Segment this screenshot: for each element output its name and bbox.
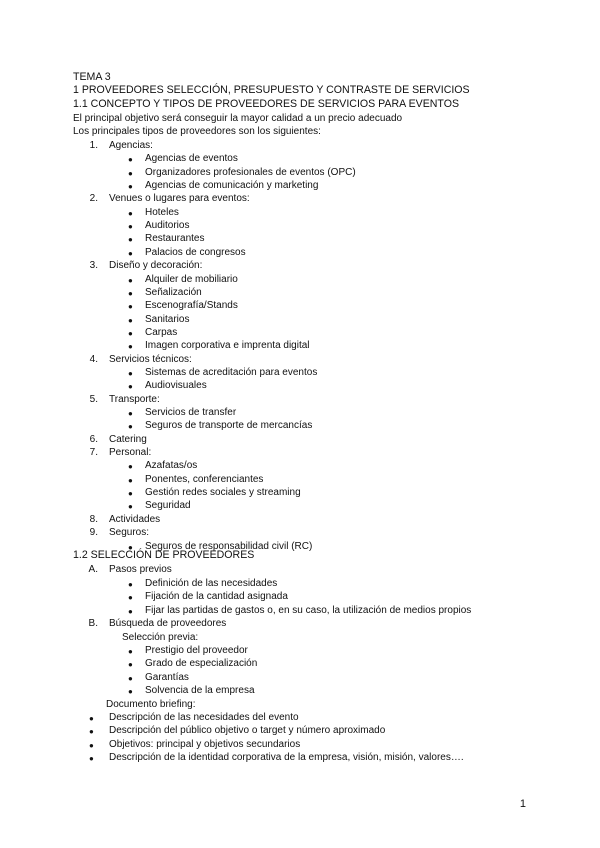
section-b-label: Búsqueda de proveedores xyxy=(109,618,227,629)
bullet-icon: ● xyxy=(128,315,133,325)
list-item: Prestigio del proveedor xyxy=(145,645,248,656)
list-number: 8. xyxy=(89,513,98,525)
section-b-subheading: Selección previa: xyxy=(122,632,199,643)
bullet-icon: ● xyxy=(128,222,133,232)
bullet-icon: ● xyxy=(128,687,133,697)
list-item: Agencias de comunicación y marketing xyxy=(145,180,319,192)
bullet-icon: ● xyxy=(89,714,94,723)
bullet-icon: ● xyxy=(128,422,133,432)
bullet-icon: ● xyxy=(128,235,133,245)
list-number: 5. xyxy=(89,393,98,405)
page-number: 1 xyxy=(519,798,526,810)
list-item: Escenografía/Stands xyxy=(145,300,238,312)
list-item: Descripción de la identidad corporativa de la empresa, visión, misión, valores…. xyxy=(109,752,464,764)
list-item: Solvencia de la empresa xyxy=(145,685,255,697)
list-item-label: Transporte: xyxy=(109,393,160,405)
bullet-icon: ● xyxy=(89,727,94,737)
list-item: Descripción de las necesidades del evento xyxy=(109,712,299,723)
list-item-label: Catering xyxy=(109,433,147,445)
list-item-label: Venues o lugares para eventos: xyxy=(109,193,250,205)
list-item: Descripción del público objetivo o target y número aproximado xyxy=(109,725,386,737)
list-item: Hoteles xyxy=(145,206,179,218)
bullet-icon: ● xyxy=(128,673,133,683)
bullet-icon: ● xyxy=(128,502,133,512)
list-item: Sistemas de acreditación para eventos xyxy=(145,366,318,378)
bullet-icon: ● xyxy=(128,606,133,616)
bullet-icon: ● xyxy=(128,593,133,603)
list-item-label: Personal: xyxy=(109,447,152,459)
list-item: Azafatas/os xyxy=(145,460,198,472)
list-item: Restaurantes xyxy=(145,233,205,245)
bullet-icon: ● xyxy=(128,580,133,589)
bullet-icon: ● xyxy=(128,208,133,218)
list-number: 2. xyxy=(89,193,98,205)
list-item: Seguros de transporte de mercancías xyxy=(145,420,313,432)
list-item: Agencias de eventos xyxy=(145,153,238,165)
list-item: Audiovisuales xyxy=(145,380,207,392)
list-item: Gestión redes sociales y streaming xyxy=(145,487,301,499)
list-item: Definición de las necesidades xyxy=(145,578,278,589)
bullet-icon: ● xyxy=(128,248,133,258)
list-number: 9. xyxy=(89,527,98,539)
bullet-icon: ● xyxy=(128,489,133,499)
section-a-label: Pasos previos xyxy=(109,564,172,575)
list-item: Auditorios xyxy=(145,220,190,232)
bullet-icon: ● xyxy=(128,660,133,670)
list-item: Grado de especialización xyxy=(145,658,258,670)
bullet-icon: ● xyxy=(128,302,133,312)
list-item-label: Diseño y decoración: xyxy=(109,260,203,272)
bullet-icon: ● xyxy=(128,182,133,192)
list-number: 3. xyxy=(89,260,98,272)
intro-types: Los principales tipos de proveedores son los siguientes: xyxy=(73,126,321,137)
list-item: Seguros de responsabilidad civil (RC) xyxy=(145,540,313,552)
list-item-label: Seguros: xyxy=(109,527,150,539)
list-item-label: Agencias: xyxy=(109,140,153,151)
list-number: 4. xyxy=(89,353,98,365)
bullet-icon: ● xyxy=(89,754,94,764)
list-item: Seguridad xyxy=(145,500,191,512)
bullet-icon: ● xyxy=(128,542,133,552)
bullet-icon: ● xyxy=(128,288,133,298)
list-item: Ponentes, conferenciantes xyxy=(145,473,264,485)
bullet-icon: ● xyxy=(128,155,133,165)
bullet-icon: ● xyxy=(128,368,133,378)
list-item: Garantías xyxy=(145,671,189,683)
tema-heading: TEMA 3 xyxy=(73,71,111,83)
bullet-icon: ● xyxy=(128,275,133,285)
list-item: Señalización xyxy=(145,286,202,298)
list-item: Servicios de transfer xyxy=(145,407,237,418)
bullet-icon: ● xyxy=(128,462,133,472)
bullet-icon: ● xyxy=(128,475,133,485)
list-item: Alquiler de mobiliario xyxy=(145,273,238,285)
bullet-icon: ● xyxy=(128,382,133,392)
list-item: Imagen corporativa e imprenta digital xyxy=(145,340,310,352)
list-number: 6. xyxy=(89,433,98,445)
list-item: Sanitarios xyxy=(145,313,190,325)
list-item: Fijación de la cantidad asignada xyxy=(145,591,288,603)
bullet-icon: ● xyxy=(89,740,94,750)
list-item: Palacios de congresos xyxy=(145,246,246,258)
section-heading-1-1: 1.1 CONCEPTO Y TIPOS DE PROVEEDORES DE SERVICIOS PARA EVENTOS xyxy=(73,98,460,110)
briefing-label: Documento briefing: xyxy=(106,699,196,710)
bullet-icon: ● xyxy=(128,168,133,178)
bullet-icon: ● xyxy=(128,647,133,656)
list-item: Organizadores profesionales de eventos (OPC) xyxy=(145,166,356,178)
main-heading: 1 PROVEEDORES SELECCIÓN, PRESUPUESTO Y CONTRASTE DE SERVICIOS xyxy=(73,84,470,96)
section-heading-1-2: 1.2 SELECCIÓN DE PROVEEDORES xyxy=(73,549,255,561)
list-letter-a: A. xyxy=(88,564,98,575)
list-letter-b: B. xyxy=(88,618,98,629)
list-number: 1. xyxy=(89,140,98,151)
list-number: 7. xyxy=(89,447,98,459)
list-item: Fijar las partidas de gastos o, en su caso, la utilización de medios propios xyxy=(145,604,472,616)
list-item-label: Servicios técnicos: xyxy=(109,353,192,365)
list-item: Carpas xyxy=(145,326,178,338)
list-item: Objetivos: principal y objetivos secundarios xyxy=(109,738,301,750)
bullet-icon: ● xyxy=(128,342,133,352)
bullet-icon: ● xyxy=(128,328,133,338)
list-item-label: Actividades xyxy=(109,513,161,525)
intro-objective: El principal objetivo será conseguir la mayor calidad a un precio adecuado xyxy=(73,113,403,124)
bullet-icon: ● xyxy=(128,409,133,418)
